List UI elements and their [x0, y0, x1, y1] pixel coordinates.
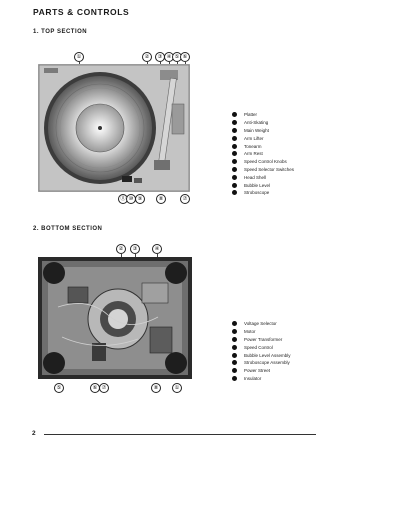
- bottom-callout-2: ②: [116, 244, 126, 254]
- bottom-callout-8: ⑧: [151, 383, 161, 393]
- turntable-bottom-illustration: [38, 257, 192, 379]
- legend-item: Power Street: [232, 367, 291, 375]
- legend-item: Bubble Level: [232, 181, 294, 189]
- top-callout-3: ③: [155, 52, 165, 62]
- legend-item: Speed Selector Switches: [232, 166, 294, 174]
- legend-item: Arm Lifter: [232, 134, 294, 142]
- bullet-2-icon: [232, 329, 237, 334]
- bullet-8-icon: [232, 167, 237, 172]
- legend-item: Stroboscope Assembly: [232, 359, 291, 367]
- top-callout-11: ⑪: [118, 194, 128, 204]
- turntable-top-illustration: [38, 64, 190, 192]
- top-callout-5: ⑤: [172, 52, 182, 62]
- page-number: 2: [32, 430, 36, 437]
- bullet-2-icon: [232, 120, 237, 125]
- legend-item: Head Shell: [232, 173, 294, 181]
- top-callout-9: ⑨: [135, 194, 145, 204]
- legend-item: Bubble Level Assembly: [232, 351, 291, 359]
- legend-item: Insulator: [232, 375, 291, 383]
- legend-item: Main Weight: [232, 127, 294, 135]
- turntable-bottom-photo: [38, 257, 192, 379]
- legend-item: Tonearm: [232, 142, 294, 150]
- bullet-4-icon: [232, 345, 237, 350]
- legend-item: Platter: [232, 111, 294, 119]
- top-callout-6: ⑥: [180, 52, 190, 62]
- bullet-7-icon: [232, 159, 237, 164]
- bullet-1-icon: [232, 321, 237, 326]
- legend-item: Stroboscope: [232, 189, 294, 197]
- top-callout-10: ⑩: [126, 194, 136, 204]
- bullet-6-icon: [232, 151, 237, 156]
- bullet-3-icon: [232, 128, 237, 133]
- legend-item: Speed Control Knobs: [232, 158, 294, 166]
- page-title: PARTS & CONTROLS: [33, 7, 130, 17]
- top-legend: [232, 111, 294, 197]
- bottom-legend: [232, 320, 291, 382]
- legend-item: Anti-Skating: [232, 119, 294, 127]
- top-callout-7: ⑦: [180, 194, 190, 204]
- bullet-1-icon: [232, 112, 237, 117]
- bullet-5-icon: [232, 353, 237, 358]
- bottom-callout-3: ③: [130, 244, 140, 254]
- bullet-5-icon: [232, 144, 237, 149]
- bottom-callout-7: ⑦: [99, 383, 109, 393]
- legend-item: Arm Rest: [232, 150, 294, 158]
- top-callout-2: ②: [142, 52, 152, 62]
- legend-item: Voltage Selector: [232, 320, 291, 328]
- legend-item: Power Transformer: [232, 336, 291, 344]
- top-callout-1: ①: [74, 52, 84, 62]
- turntable-top-photo: [38, 64, 190, 192]
- bottom-callout-5: ⑤: [54, 383, 64, 393]
- legend-item: Motor: [232, 328, 291, 336]
- bottom-callout-1: ①: [172, 383, 182, 393]
- bullet-8-icon: [232, 376, 237, 381]
- bullet-10-icon: [232, 183, 237, 188]
- footer-rule: [44, 434, 316, 435]
- top-callout-4: ④: [164, 52, 174, 62]
- bullet-11-icon: [232, 190, 237, 195]
- bullet-7-icon: [232, 368, 237, 373]
- top-section-heading: 1. TOP SECTION: [33, 29, 88, 35]
- bottom-callout-4: ④: [152, 244, 162, 254]
- bottom-section-heading: 2. BOTTOM SECTION: [33, 226, 103, 232]
- bullet-4-icon: [232, 136, 237, 141]
- top-callout-8: ⑧: [156, 194, 166, 204]
- bullet-6-icon: [232, 360, 237, 365]
- bullet-3-icon: [232, 337, 237, 342]
- bullet-9-icon: [232, 175, 237, 180]
- bottom-callout-6: ⑥: [90, 383, 100, 393]
- legend-item: Speed Control: [232, 343, 291, 351]
